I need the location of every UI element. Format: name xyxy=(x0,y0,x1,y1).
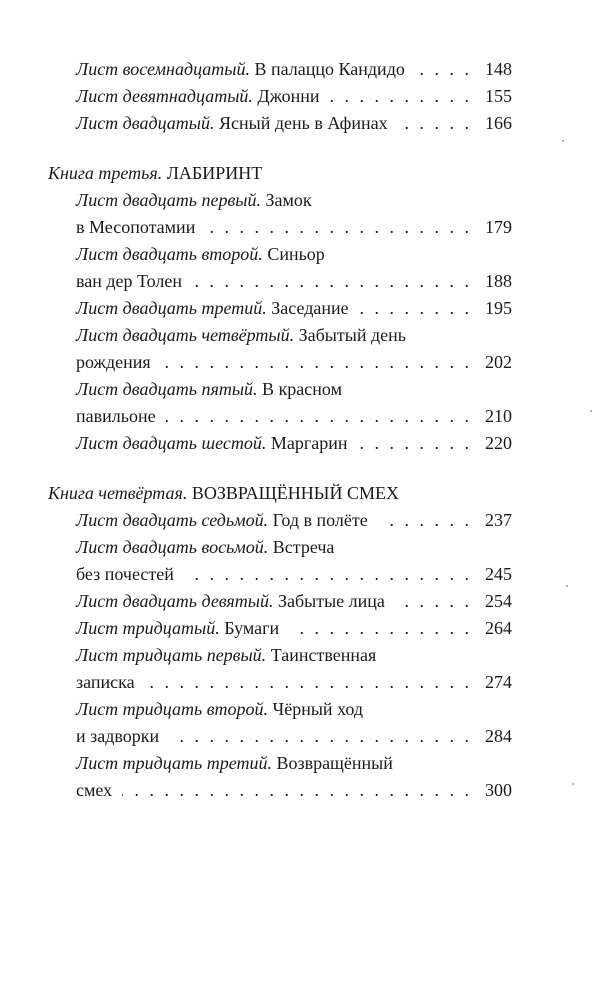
leader-dots xyxy=(378,507,472,534)
chapter-title-continued: павильоне xyxy=(76,406,156,426)
chapter-title: Забытые лица xyxy=(277,591,385,611)
chapter-title: В палаццо Кандидо xyxy=(254,59,405,79)
toc-entry[interactable] xyxy=(48,56,512,83)
toc-entry-continuation[interactable] xyxy=(48,723,512,750)
toc-entry-continuation[interactable] xyxy=(48,214,512,241)
page-number: 220 xyxy=(485,433,512,453)
toc-entry[interactable] xyxy=(48,110,512,137)
paper-speck xyxy=(572,783,574,785)
paper-speck xyxy=(562,140,564,142)
page-number: 237 xyxy=(485,510,512,530)
chapter-label: Лист двадцать седьмой. xyxy=(76,510,269,530)
book-heading xyxy=(48,160,512,187)
toc-entry[interactable] xyxy=(48,241,512,268)
chapter-title: Таинственная xyxy=(270,645,377,665)
page-number: 188 xyxy=(485,271,512,291)
toc-entry[interactable] xyxy=(48,534,512,561)
leader-dots xyxy=(398,110,472,137)
chapter-title: Год в полёте xyxy=(272,510,368,530)
page-number: 202 xyxy=(485,352,512,372)
chapter-title: Чёрный ход xyxy=(272,699,364,719)
paper-speck xyxy=(590,410,592,412)
toc-entry-continuation[interactable] xyxy=(48,669,512,696)
leader-dots xyxy=(289,615,472,642)
leader-dots xyxy=(330,83,472,110)
chapter-label: Лист двадцать второй. xyxy=(76,244,263,264)
toc-entry[interactable] xyxy=(48,187,512,214)
leader-dots xyxy=(161,349,472,376)
page-number: 300 xyxy=(485,780,512,800)
toc-entry-continuation[interactable] xyxy=(48,403,512,430)
chapter-label: Лист двадцать третий. xyxy=(76,298,267,318)
chapter-label: Лист двадцать первый. xyxy=(76,190,261,210)
chapter-title-continued: без почестей xyxy=(76,564,174,584)
chapter-title: Замок xyxy=(265,190,312,210)
page-number: 155 xyxy=(485,86,512,106)
book-title: ЛАБИРИНТ xyxy=(166,163,263,183)
chapter-label: Лист тридцать первый. xyxy=(76,645,267,665)
page-number: 284 xyxy=(485,726,512,746)
leader-dots xyxy=(415,56,472,83)
chapter-title-continued: рождения xyxy=(76,352,151,372)
leader-dots xyxy=(145,669,472,696)
leader-dots xyxy=(169,723,472,750)
page-number: 274 xyxy=(485,672,512,692)
book-title: ВОЗВРАЩЁННЫЙ СМЕХ xyxy=(191,483,399,503)
page-number: 245 xyxy=(485,564,512,584)
toc-entry-continuation[interactable] xyxy=(48,349,512,376)
chapter-title: Ясный день в Афинах xyxy=(219,113,388,133)
chapter-label: Лист девятнадцатый. xyxy=(76,86,253,106)
leader-dots xyxy=(359,295,472,322)
leader-dots xyxy=(205,214,472,241)
chapter-title: Бумаги xyxy=(224,618,280,638)
page-number: 210 xyxy=(485,406,512,426)
chapter-title: В красном xyxy=(262,379,342,399)
toc-entry[interactable] xyxy=(48,696,512,723)
chapter-title: Маргарин xyxy=(270,433,348,453)
chapter-title: Заседание xyxy=(271,298,349,318)
table-of-contents xyxy=(48,56,512,804)
toc-entry[interactable] xyxy=(48,430,512,457)
chapter-label: Лист двадцатый. xyxy=(76,113,215,133)
chapter-title-continued: ван дер Толен xyxy=(76,271,183,291)
paper-speck xyxy=(566,585,568,587)
toc-entry[interactable] xyxy=(48,750,512,777)
toc-entry-continuation[interactable] xyxy=(48,777,512,804)
toc-entry[interactable] xyxy=(48,507,512,534)
leader-dots xyxy=(166,403,472,430)
toc-entry[interactable] xyxy=(48,83,512,110)
leader-dots xyxy=(395,588,472,615)
toc-entry-continuation[interactable] xyxy=(48,561,512,588)
leader-dots xyxy=(184,561,472,588)
chapter-label: Лист двадцать пятый. xyxy=(76,379,258,399)
chapter-title-continued: и задворки xyxy=(76,726,160,746)
book-label: Книга четвёртая. xyxy=(48,483,188,503)
chapter-label: Лист тридцать третий. xyxy=(76,753,272,773)
chapter-label: Лист двадцать четвёртый. xyxy=(76,325,295,345)
toc-entry[interactable] xyxy=(48,295,512,322)
chapter-title: Забытый день xyxy=(298,325,406,345)
chapter-label: Лист тридцать второй. xyxy=(76,699,269,719)
page-number: 179 xyxy=(485,217,512,237)
chapter-title: Синьор xyxy=(267,244,325,264)
chapter-label: Лист двадцать девятый. xyxy=(76,591,274,611)
chapter-title: Встреча xyxy=(272,537,335,557)
page-number: 264 xyxy=(485,618,512,638)
leader-dots xyxy=(357,430,472,457)
chapter-label: Лист восемнадцатый. xyxy=(76,59,250,79)
toc-entry[interactable] xyxy=(48,322,512,349)
chapter-label: Лист двадцать восьмой. xyxy=(76,537,269,557)
book-heading xyxy=(48,480,512,507)
toc-entry[interactable] xyxy=(48,642,512,669)
chapter-label: Лист тридцатый. xyxy=(76,618,220,638)
toc-entry[interactable] xyxy=(48,376,512,403)
page-number: 254 xyxy=(485,591,512,611)
page-number: 166 xyxy=(485,113,512,133)
chapter-title-continued: записка xyxy=(76,672,135,692)
toc-entry[interactable] xyxy=(48,615,512,642)
chapter-title-continued: в Месопотамии xyxy=(76,217,196,237)
page-number: 148 xyxy=(485,59,512,79)
chapter-title: Возвращённый xyxy=(276,753,393,773)
book-label: Книга третья. xyxy=(48,163,163,183)
leader-dots xyxy=(122,777,472,804)
page-number: 195 xyxy=(485,298,512,318)
toc-entry[interactable] xyxy=(48,588,512,615)
toc-entry-continuation[interactable] xyxy=(48,268,512,295)
leader-dots xyxy=(192,268,472,295)
chapter-title: Джонни xyxy=(257,86,320,106)
chapter-label: Лист двадцать шестой. xyxy=(76,433,267,453)
chapter-title-continued: смех xyxy=(76,780,113,800)
